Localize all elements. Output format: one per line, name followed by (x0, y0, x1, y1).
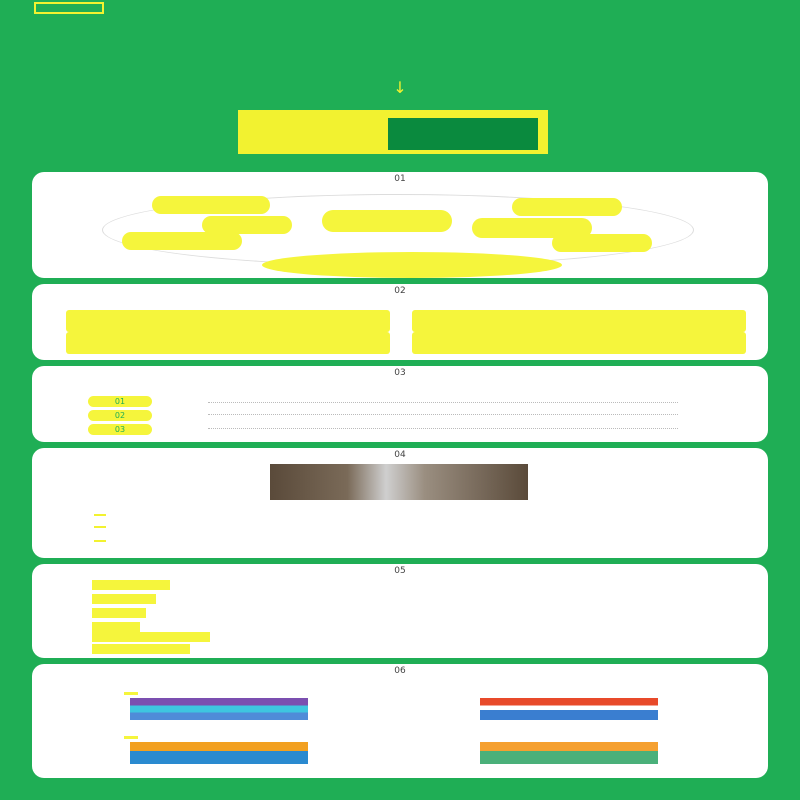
featured-book-banner[interactable] (238, 110, 548, 154)
section-04-card (32, 448, 768, 558)
step-pill-1: 01 (88, 396, 152, 407)
book-cover-art (130, 698, 308, 720)
review-tag-6 (92, 644, 190, 654)
review-tag-2 (92, 594, 156, 604)
step-pill-2: 02 (88, 410, 152, 421)
section-number: 04 (394, 450, 406, 460)
bubble-2 (512, 198, 622, 216)
section-05-card (32, 564, 768, 658)
step-desc-1 (208, 402, 678, 403)
book-marker (124, 692, 138, 695)
section-03-card (32, 366, 768, 442)
hero-section (0, 0, 800, 168)
book-cover-3[interactable] (130, 742, 308, 764)
feature-block-2 (412, 310, 746, 332)
section-number: 01 (394, 174, 406, 184)
header-badge (34, 2, 104, 14)
bubble-4 (322, 210, 452, 232)
feature-block-3 (66, 332, 390, 354)
review-tag-4 (92, 622, 140, 632)
step-desc-3 (208, 428, 678, 429)
step-pill-3: 03 (88, 424, 152, 435)
section-number: 03 (394, 368, 406, 378)
section-06-card (32, 664, 768, 778)
review-tag-5 (92, 632, 210, 642)
section-01-card (32, 172, 768, 278)
section-number: 05 (394, 566, 406, 576)
author-photo (270, 464, 528, 500)
book-marker (124, 736, 138, 739)
bubble-7 (552, 234, 652, 252)
bubble-bottom (262, 252, 562, 278)
down-arrow-icon: ↓ (393, 78, 407, 97)
book-cover-art (480, 698, 658, 720)
bubble-1 (152, 196, 270, 214)
section-number: 02 (394, 286, 406, 296)
book-cover-4[interactable] (480, 742, 658, 764)
section-number: 06 (394, 666, 406, 676)
book-cover-1[interactable] (130, 698, 308, 720)
step-desc-2 (208, 414, 678, 415)
feature-block-4 (412, 332, 746, 354)
featured-book-cover-dark (388, 118, 538, 150)
section-02-card (32, 284, 768, 360)
feature-block-1 (66, 310, 390, 332)
book-cover-art (130, 742, 308, 764)
review-tag-1 (92, 580, 170, 590)
bullet-mark (94, 526, 106, 528)
book-cover-2[interactable] (480, 698, 658, 720)
review-tag-3 (92, 608, 146, 618)
bullet-mark (94, 514, 106, 516)
book-cover-art (480, 742, 658, 764)
bullet-mark (94, 540, 106, 542)
bubble-6 (122, 232, 242, 250)
